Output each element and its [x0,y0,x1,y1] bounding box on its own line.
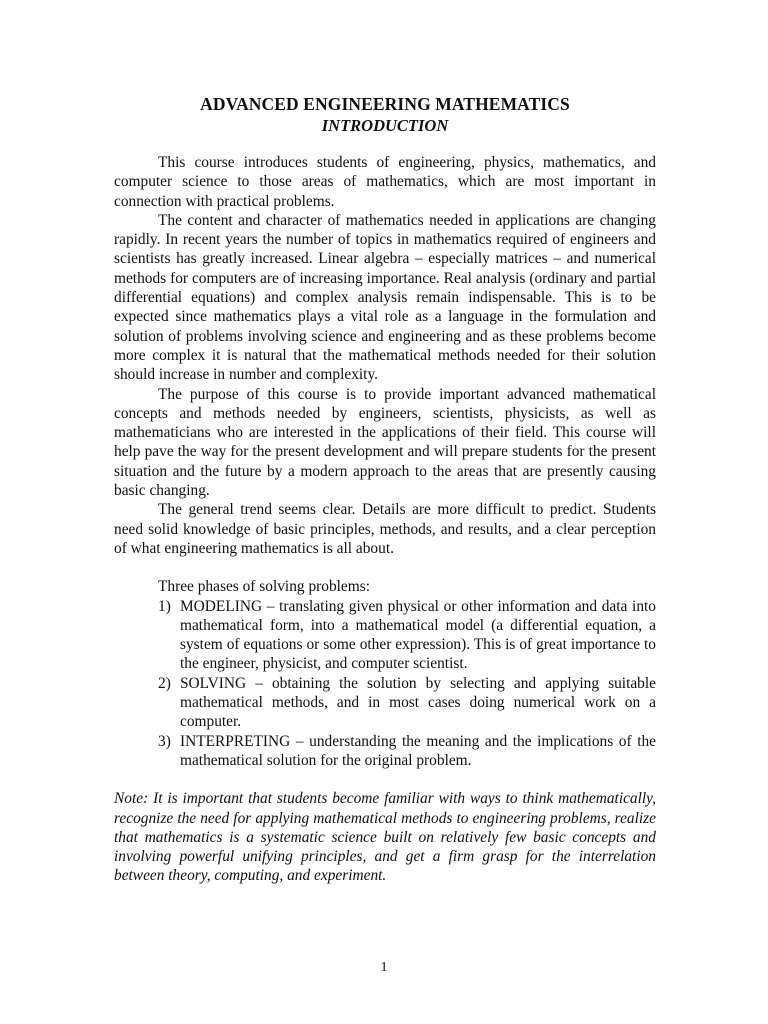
list-item-number: 2) [158,674,171,692]
paragraph-content-character: The content and character of mathematics needed in applications are changing rapidly. In recent years the number of topics in mathematics required of engineers and scientists has greatly increased. Linear algebra – especially matrices – and numerical methods for computers are of increasing importance. Real analysis (ordinary and partial differential equations) and complex analysis remain indispensable. This is to be expected since mathematics plays a vital role as a language in the formulation and solution of problems involving science and engineering and as these problems become more complex it is natural that the mathematical methods needed for their solution should increase in number and complexity. [114,211,656,384]
note-paragraph: Note: It is important that students become familiar with ways to think mathematically, recognize the need for applying mathematical methods to engineering problems, realize that mathematics is a systematic science built on relatively few basic concepts and involving powerful unifying principles, and get a firm grasp for the interrelation between theory, computing, and experiment. [114,790,656,885]
list-item [114,732,656,771]
list-item-text: MODELING – translating given physical or other information and data into mathematical form, into a mathematical model (a differential equation, a system of equations or some other expression). This is of great importance to the engineer, physicist, and computer scientist. [180,597,656,673]
phases-list [114,597,656,771]
list-item-number: 1) [158,597,171,615]
document-title: ADVANCED ENGINEERING MATHEMATICS [200,94,570,114]
list-item-text: SOLVING – obtaining the solution by selecting and applying suitable mathematical methods, and in most cases doing numerical work on a computer. [180,674,656,731]
paragraph-general-trend: The general trend seems clear. Details are more difficult to predict. Students need solid knowledge of basic principles, methods, and results, and a clear perception of what engineering mathematics is all about. [114,501,656,557]
document-subtitle: INTRODUCTION [321,116,449,135]
document-body [114,94,656,886]
list-item [114,597,656,674]
paragraph-intro: This course introduces students of engineering, physics, mathematics, and computer science to those areas of mathematics, which are most important in connection with practical problems. [114,154,656,210]
phases-intro: Three phases of solving problems: [158,578,371,596]
paragraph-purpose: The purpose of this course is to provide important advanced mathematical concepts and methods needed by engineers, scientists, physicists, as well as mathematicians who are interested in the applications of their field. This course will help pave the way for the present development and will prepare students for the present situation and the future by a modern approach to the areas that are presently causing basic changing. [114,385,656,500]
list-item-number: 3) [158,732,171,750]
list-item-text: INTERPRETING – understanding the meaning and the implications of the mathematical solution for the original problem. [180,732,656,769]
page-number: 1 [380,960,388,975]
list-item [114,674,656,732]
